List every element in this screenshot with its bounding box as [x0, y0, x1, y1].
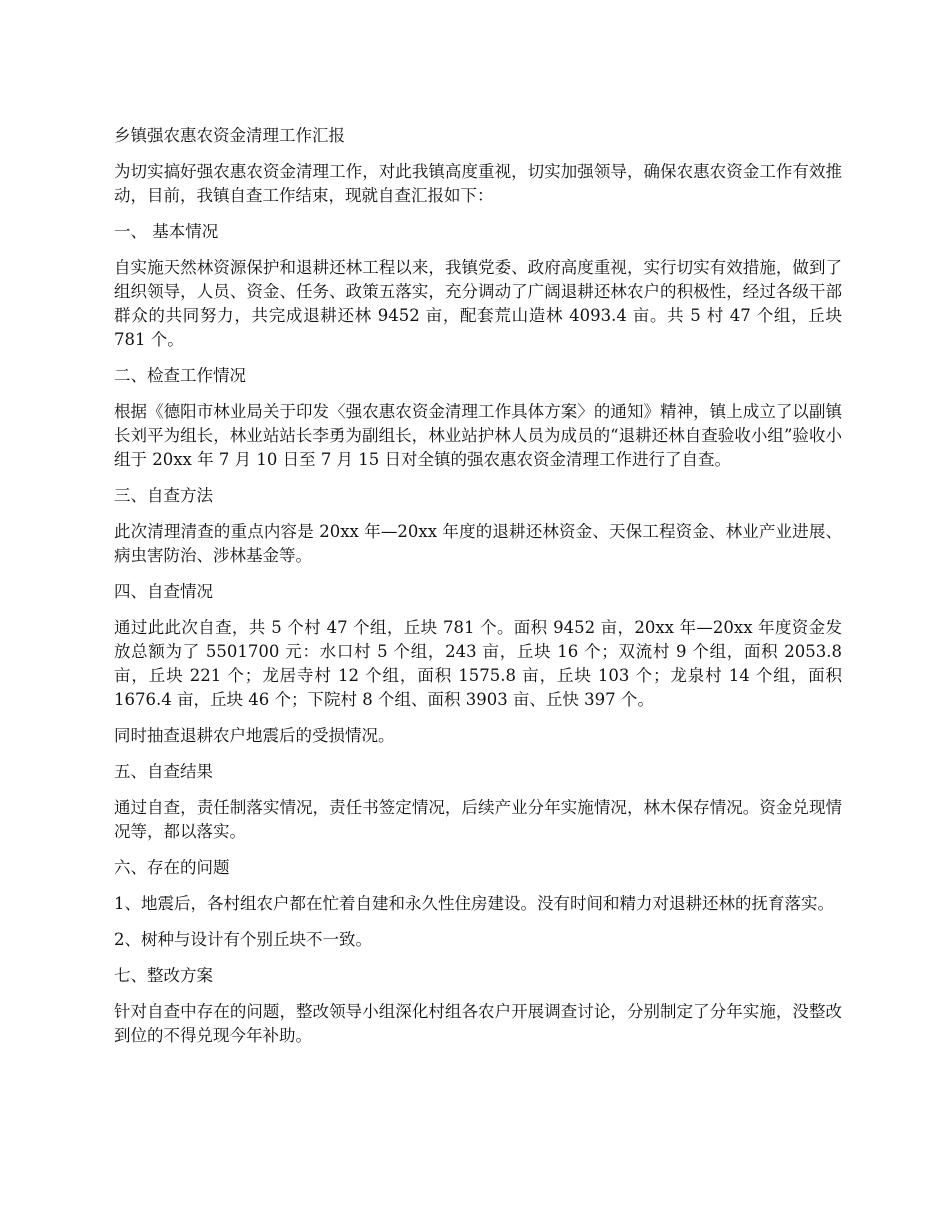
intro-paragraph: 为切实搞好强农惠农资金清理工作，对此我镇高度重视，切实加强领导，确保农惠农资金工作有效推动，目前，我镇自查工作结束，现就自查汇报如下： [114, 162, 842, 205]
section-paragraph: 1、地震后，各村组农户都在忙着自建和永久性住房建设。没有时间和精力对退耕还林的抚育落实。 [114, 894, 834, 913]
section-heading-basic-situation: 一、 基本情况 [114, 222, 219, 241]
section-paragraph: 自实施天然林资源保护和退耕还林工程以来，我镇党委、政府高度重视，实行切实有效措施，做到了组织领导，人员、资金、任务、政策五落实，充分调动了广阔退耕还林农户的积极性，经过各级干部群众的共同努力，共完成退耕还林 9452 亩，配套荒山造林 4093.4 亩。共 5 村 47 个组，丘块 781 个。 [114, 258, 842, 349]
section-heading-self-check-result: 五、自查结果 [114, 762, 213, 781]
section-heading-self-check-status: 四、自查情况 [114, 582, 213, 601]
section-heading-self-check-method: 三、自查方法 [114, 486, 213, 505]
section-paragraph: 针对自查中存在的问题，整改领导小组深化村组各农户开展调查讨论，分别制定了分年实施，没整改到位的不得兑现今年补助。 [114, 1002, 842, 1045]
section-paragraph: 通过此此次自查，共 5 个村 47 个组，丘块 781 个。面积 9452 亩，20xx 年—20xx 年度资金发放总额为了 5501700 元：水口村 5 个组，243 亩，丘块 16 个；双流村 9 个组，面积 2053.8 亩，丘块 221 个；龙居寺村 12 个组，面积 1575.8 亩，丘块 103 个；龙泉村 14 个组，面积 1676.4 亩，丘块 46 个；下院村 8 个组、面积 3903 亩、丘快 397 个。 [114, 618, 842, 709]
section-paragraph: 此次清理清查的重点内容是 20xx 年—20xx 年度的退耕还林资金、天保工程资金、林业产业进展、病虫害防治、涉林基金等。 [114, 522, 842, 565]
section-heading-rectification-plan: 七、整改方案 [114, 966, 213, 985]
section-heading-inspection-work: 二、检查工作情况 [114, 366, 246, 385]
document-body [114, 124, 842, 1060]
section-paragraph: 同时抽查退耕农户地震后的受损情况。 [114, 726, 395, 745]
section-paragraph: 根据《德阳市林业局关于印发〈强农惠农资金清理工作具体方案〉的通知》精神，镇上成立了以副镇长刘平为组长，林业站站长李勇为副组长，林业站护林人员为成员的“退耕还林自查验收小组”验收小组于 20xx 年 7 月 10 日至 7 月 15 日对全镇的强农惠农资金清理工作进行了自查。 [114, 402, 842, 469]
section-heading-existing-problems: 六、存在的问题 [114, 858, 230, 877]
document-title: 乡镇强农惠农资金清理工作汇报 [114, 126, 345, 145]
section-paragraph: 2、树种与设计有个别丘块不一致。 [114, 930, 372, 949]
section-paragraph: 通过自查，责任制落实情况，责任书签定情况，后续产业分年实施情况，林木保存情况。资金兑现情况等，都以落实。 [114, 798, 842, 841]
